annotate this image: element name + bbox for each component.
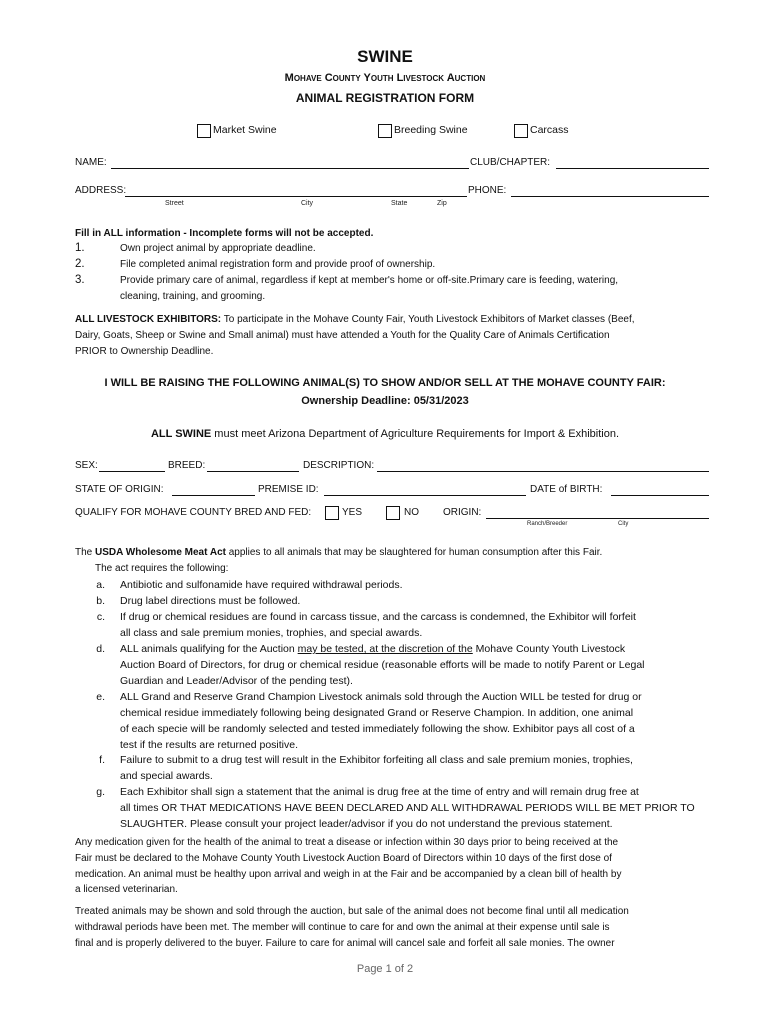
state-caption: State — [391, 200, 408, 207]
address-field[interactable] — [125, 196, 467, 197]
exhibitors-line: Dairy, Goats, Sheep or Swine and Small animal) must have attended a Youth for the Quality Care of Animals Certification — [75, 330, 610, 341]
usda-pre: The — [75, 547, 96, 558]
list-item: Drug label directions must be followed. — [120, 595, 301, 607]
list-item-underlined: may be tested, at the discretion of the — [297, 643, 473, 655]
origin-label: ORIGIN: — [443, 507, 482, 518]
ranch-caption: Ranch/Breeder — [527, 521, 568, 527]
list-marker: c. — [96, 611, 105, 623]
list-item-text: Mohave County Youth Livestock — [472, 643, 626, 655]
name-label: NAME: — [75, 157, 107, 168]
treated-line: final and is properly delivered to the buyer. Failure to care for animal will cancel sale and forfeit all sale monies. The owner — [75, 938, 615, 949]
instruction-number: 3. — [75, 274, 85, 286]
list-item — [120, 641, 625, 657]
list-item: Failure to submit to a drug test will result in the Exhibitor forfeiting all class and sale premium monies, trophies, — [120, 754, 633, 766]
list-marker: f. — [99, 754, 105, 766]
list-item: and special awards. — [120, 770, 213, 782]
swine-requirement-bold: ALL SWINE — [150, 428, 212, 440]
qualify-label: QUALIFY FOR MOHAVE COUNTY BRED AND FED: — [75, 507, 312, 518]
list-item: all times OR THAT MEDICATIONS HAVE BEEN DECLARED AND ALL WITHDRAWAL PERIODS WILL BE MET PRIOR TO — [120, 802, 695, 814]
address-label: ADDRESS: — [75, 185, 127, 196]
carcass-checkbox[interactable] — [514, 124, 528, 138]
list-item: Guardian and Leader/Advisor of the pending test). — [120, 675, 353, 687]
breed-field[interactable] — [207, 471, 299, 472]
city-caption: City — [301, 200, 314, 207]
list-item: Auction Board of Directors, for drug or chemical residue (reasonable efforts will be made to notify Parent or Legal — [120, 659, 645, 671]
breeding-swine-label: Breeding Swine — [394, 124, 468, 136]
sex-field[interactable] — [99, 471, 165, 472]
instruction-item-continued: cleaning, training, and grooming. — [120, 291, 266, 302]
list-marker: a. — [96, 579, 105, 591]
street-caption: Street — [165, 200, 184, 207]
phone-label: PHONE: — [468, 185, 507, 196]
swine-requirement-text: must meet Arizona Department of Agriculture Requirements for Import & Exhibition. — [211, 428, 620, 440]
list-item: SLAUGHTER. Please consult your project leader/advisor if you do not understand the previous statement. — [120, 818, 613, 830]
yes-checkbox[interactable] — [325, 506, 339, 520]
dob-field[interactable] — [611, 495, 709, 496]
breed-label: BREED: — [168, 460, 206, 471]
list-item: chemical residue immediately following being designated Grand or Reserve Champion. In addition, one animal — [120, 707, 634, 719]
description-label: DESCRIPTION: — [303, 460, 375, 471]
exhibitors-bold: ALL LIVESTOCK EXHIBITORS: — [75, 314, 222, 325]
swine-requirement — [0, 428, 770, 440]
description-field[interactable] — [377, 471, 709, 472]
state-of-origin-field[interactable] — [172, 495, 255, 496]
origin-city-caption: City — [618, 521, 629, 527]
no-checkbox[interactable] — [386, 506, 400, 520]
treated-line: Treated animals may be shown and sold through the auction, but sale of the animal does not become final until all medication — [75, 906, 629, 917]
club-field[interactable] — [556, 168, 709, 169]
usda-intro — [75, 547, 602, 558]
medication-line: Any medication given for the health of the animal to treat a disease or infection within 30 days prior to being received at the — [75, 837, 619, 848]
list-marker: e. — [96, 691, 105, 703]
instruction-item: Own project animal by appropriate deadline. — [120, 243, 316, 254]
usda-act-name: USDA Wholesome Meat Act — [95, 547, 226, 558]
form-subtitle: Mohave County Youth Livestock Auction — [284, 72, 486, 84]
list-item: Each Exhibitor shall sign a statement that the animal is drug free at the time of entry and will remain drug free at — [120, 786, 639, 798]
list-item: of each specie will be randomly selected and tested immediately following the show. Exhibitor pays all cost of a — [120, 723, 635, 735]
club-label: CLUB/CHAPTER: — [470, 157, 551, 168]
list-marker: d. — [96, 643, 105, 655]
phone-field[interactable] — [511, 196, 709, 197]
instruction-item: File completed animal registration form and provide proof of ownership. — [120, 259, 436, 270]
exhibitors-line: PRIOR to Ownership Deadline. — [75, 346, 214, 357]
list-item: all class and sale premium monies, trophies, and special awards. — [120, 627, 423, 639]
dob-label: DATE of BIRTH: — [530, 484, 603, 495]
instructions-heading: Fill in ALL information - Incomplete forms will not be accepted. — [75, 228, 374, 239]
usda-post: applies to all animals that may be slaughtered for human consumption after this Fair. — [225, 547, 603, 558]
premise-id-field[interactable] — [324, 495, 526, 496]
raising-heading: I WILL BE RAISING THE FOLLOWING ANIMAL(S) TO SHOW AND/OR SELL AT THE MOHAVE COUNTY FAIR: — [104, 377, 666, 389]
zip-caption: Zip — [437, 200, 447, 207]
list-item-text: ALL animals qualifying for the Auction — [120, 643, 298, 655]
ownership-deadline: Ownership Deadline: 05/31/2023 — [301, 395, 469, 407]
medication-line: medication. An animal must be healthy upon arrival and weigh in at the Fair and be accompanied by a clean bill of health by — [75, 869, 622, 880]
medication-line: Fair must be declared to the Mohave County Youth Livestock Auction Board of Directors within 10 days of the first dose of — [75, 853, 612, 864]
usda-subheading: The act requires the following: — [95, 563, 229, 574]
treated-line: withdrawal periods have been met. The member will continue to care for and own the animal at their expense until sale is — [75, 922, 610, 933]
breeding-swine-checkbox[interactable] — [378, 124, 392, 138]
page-number: Page 1 of 2 — [356, 963, 414, 975]
carcass-label: Carcass — [530, 124, 569, 136]
origin-field[interactable] — [486, 518, 709, 519]
exhibitors-line — [75, 314, 635, 325]
premise-id-label: PREMISE ID: — [258, 484, 319, 495]
instruction-number: 2. — [75, 258, 85, 270]
list-item: Antibiotic and sulfonamide have required withdrawal periods. — [120, 579, 403, 591]
sex-label: SEX: — [75, 460, 98, 471]
form-name: ANIMAL REGISTRATION FORM — [295, 91, 475, 105]
list-marker: b. — [96, 595, 105, 607]
list-marker: g. — [96, 786, 105, 798]
medication-line: a licensed veterinarian. — [75, 884, 178, 895]
yes-label: YES — [342, 507, 363, 518]
name-field[interactable] — [111, 168, 469, 169]
list-item: ALL Grand and Reserve Grand Champion Livestock animals sold through the Auction WILL be tested for drug or — [120, 691, 642, 703]
form-title: SWINE — [357, 47, 413, 66]
market-swine-label: Market Swine — [213, 124, 277, 136]
market-swine-checkbox[interactable] — [197, 124, 211, 138]
instruction-item: Provide primary care of animal, regardless if kept at member's home or off-site.Primary care is feeding, watering, — [120, 275, 619, 286]
state-of-origin-label: STATE OF ORIGIN: — [75, 484, 164, 495]
list-item: test if the results are returned positive. — [120, 739, 299, 751]
instruction-number: 1. — [75, 242, 85, 254]
no-label: NO — [404, 507, 419, 518]
list-item: If drug or chemical residues are found in carcass tissue, and the carcass is condemned, the Exhibitor will forfeit — [120, 611, 636, 623]
exhibitors-text: To participate in the Mohave County Fair, Youth Livestock Exhibitors of Market classes (Beef, — [221, 314, 635, 325]
